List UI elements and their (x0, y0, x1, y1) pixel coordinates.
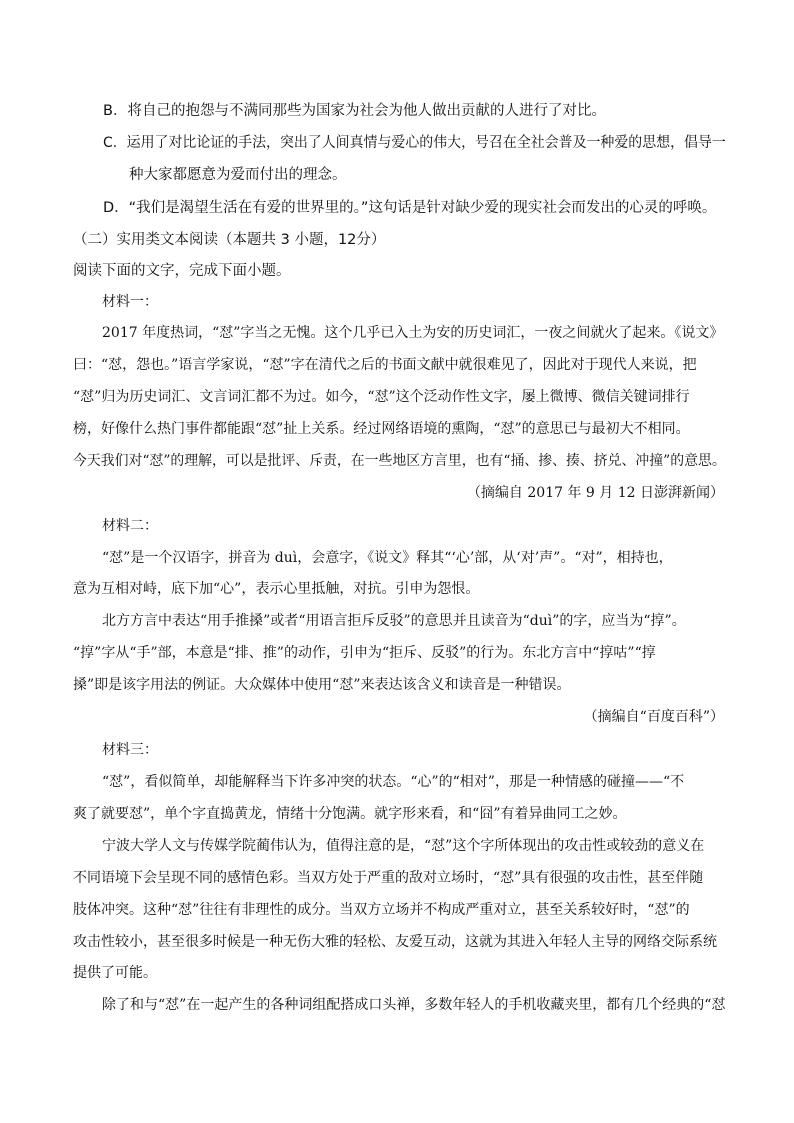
material2-line: 北方方言中表达“用手推搡”或者“用语言拒斥反驳”的意思并且读音为“duì”的字，应当为“㨃”。 (102, 613, 686, 629)
material1-title: 材料一： (102, 294, 158, 310)
material3-line: 提供了可能。 (73, 965, 157, 981)
material3-line: 肢体冲突。这种“怼”往往有非理性的成分。当双方立场并不构成严重对立，甚至关系较好时，“怼”的 (73, 902, 690, 918)
material2-source: （摘编自“百度百科”） (583, 709, 724, 725)
material3-line: 除了和与“怼”在一起产生的各种词组配搭成口头禅，多数年轻人的手机收藏夹里，都有几个经典的“怼 (102, 997, 726, 1013)
material2-line: “㨃”字从“手”部，本意是“排、推”的动作，引申为“拒斥、反驳”的行为。东北方言中“㨃咕”“㨃 (73, 645, 656, 661)
option-c-line1: C．运用了对比论证的手法，突出了人间真情与爱心的伟大，号召在全社会普及一种爱的思想，倡导一 (103, 135, 726, 151)
material1-source: （摘编自 2017 年 9 月 12 日澎湃新闻） (466, 485, 724, 501)
material2-line: 意为互相对峙，底下加“心”，表示心里抵触，对抗。引申为怨恨。 (73, 581, 480, 597)
material2-line: 搡”即是该字用法的例证。大众媒体中使用“怼”来表达该含义和读音是一种错误。 (73, 677, 571, 693)
material3-line: “怼”，看似简单，却能解释当下许多冲突的状态。“心”的“相对”，那是一种情感的碰撞——“不 (102, 774, 685, 790)
material1-line: 曰：“怼，怨也。”语言学家说，“怼”字在清代之后的书面文献中就很难见了，因此对于现代人来说，把 (73, 357, 697, 373)
section-instruction: 阅读下面的文字，完成下面小题。 (73, 263, 291, 279)
material3-line: 不同语境下会呈现不同的感情色彩。当双方处于严重的敌对立场时，“怼”具有很强的攻击性，甚至伴随 (73, 870, 704, 886)
option-b: B．将自己的抱怨与不满同那些为国家为社会为他人做出贡献的人进行了对比。 (103, 103, 606, 119)
material2-line: “怼”是一个汉语字，拼音为 duì，会意字，《说文》释其“‘心’部，从‘对’声”。“对”，相持也， (102, 550, 673, 566)
material1-line: “怼”归为历史词汇、文言词汇都不为过。如今，“怼”这个泛动作性文字，屡上微博、微信关键词排行 (73, 389, 690, 405)
material2-title: 材料二： (102, 518, 158, 534)
section-heading: （二）实用类文本阅读（本题共 3 小题，12分） (73, 232, 386, 248)
material1-line: 今天我们对“怼”的理解，可以是批评、斥责，在一些地区方言里，也有“捅、掺、揍、挤兑、冲撞”的意思。 (73, 453, 726, 469)
material3-line: 攻击性较小，甚至很多时候是一种无伤大雅的轻松、友爱互动，这就为其进入年轻人主导的网络交际系统 (73, 934, 717, 950)
material3-line: 爽了就要怼”，单个字直捣黄龙，情绪十分饱满。就字形来看，和“囧”有着异曲同工之妙。 (73, 806, 627, 822)
option-d: D．“我们是渴望生活在有爱的世界里的。”这句话是针对缺少爱的现实社会而发出的心灵的呼唤。 (103, 200, 717, 216)
material1-line: 2017 年度热词，“怼”字当之无愧。这个几乎已入土为安的历史词汇，一夜之间就火了起来。《说文》 (102, 325, 724, 341)
option-c-line2: 种大家都愿意为爱而付出的理念。 (129, 167, 347, 183)
material3-line: 宁波大学人文与传媒学院蔺伟认为，值得注意的是，“怼”这个字所体现出的攻击性或较劲的意义在 (102, 838, 705, 854)
material1-line: 榜，好像什么热门事件都能跟“怼”扯上关系。经过网络语境的熏陶，“怼”的意思已与最初大不相同。 (73, 421, 690, 437)
material3-title: 材料三： (102, 742, 158, 758)
